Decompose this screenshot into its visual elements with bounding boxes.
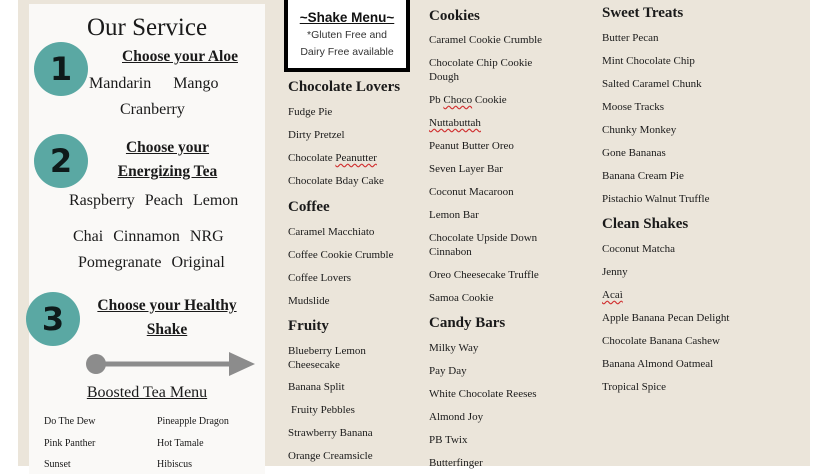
step-3-heading-line: Shake: [146, 321, 188, 338]
tea-option: Peach: [144, 192, 183, 209]
step-3-heading-line: Choose your Healthy: [97, 297, 237, 314]
aloe-option: Cranberry: [120, 101, 185, 118]
menu-item: Blueberry Lemon Cheesecake: [288, 345, 366, 371]
boosted-tea-item: Hibiscus: [157, 459, 192, 470]
service-panel: [29, 4, 265, 474]
step-3-badge: 3: [26, 292, 80, 346]
menu-item: Samoa Cookie: [429, 292, 494, 304]
menu-item: Coffee Cookie Crumble: [288, 249, 394, 261]
menu-item: [429, 117, 481, 131]
step-2-heading-line: Energizing Tea: [117, 163, 218, 180]
tea-options-line2: [73, 228, 224, 246]
tea-option: Raspberry: [69, 192, 135, 209]
step-2-heading-line: Choose your: [125, 139, 210, 156]
menu-item: White Chocolate Reeses: [429, 388, 537, 400]
shake-menu-note-line: Dairy Free available: [300, 46, 394, 58]
menu-item: Coconut Matcha: [602, 243, 676, 255]
category-coffee: Coffee: [288, 199, 330, 215]
category-cookies: Cookies: [429, 8, 480, 24]
menu-item: Oreo Cheesecake Truffle: [429, 269, 539, 281]
tea-option: Original: [171, 254, 225, 271]
step-2-badge: 2: [34, 134, 88, 188]
boosted-tea-item: Do The Dew: [44, 416, 96, 427]
menu-item: Salted Caramel Chunk: [602, 78, 702, 90]
menu-item: Chocolate Peanutter: [288, 152, 377, 164]
menu-item: Tropical Spice: [602, 381, 667, 393]
menu-item: Caramel Macchiato: [288, 226, 375, 238]
menu-item: Caramel Cookie Crumble: [429, 34, 543, 46]
menu-item: Milky Way: [429, 342, 479, 354]
menu-item: Chocolate Upside Down Cinnabon: [429, 232, 538, 258]
tea-option: Lemon: [192, 192, 239, 209]
menu-item: Banana Almond Oatmeal: [602, 358, 714, 370]
category-clean-shakes: Clean Shakes: [602, 216, 689, 232]
tea-option: NRG: [189, 228, 224, 245]
boosted-tea-item: Pink Panther: [44, 438, 96, 449]
spell-flagged-word: Acaì: [602, 289, 623, 301]
menu-item: Coffee Lovers: [288, 272, 352, 284]
menu-item: Seven Layer Bar: [429, 163, 503, 175]
boosted-tea-item: Pineapple Dragon: [157, 416, 229, 427]
step-2-heading: [95, 136, 240, 184]
menu-item: Gone Bananas: [602, 147, 666, 159]
menu-item: Moose Tracks: [602, 101, 665, 113]
menu-item: Fruity Pebbles: [291, 404, 355, 416]
boosted-tea-item: Hot Tamale: [157, 438, 204, 449]
category-sweet-treats: Sweet Treats: [602, 5, 684, 21]
step-1-heading: Choose your Aloe: [122, 48, 238, 65]
menu-item: Apple Banana Pecan Delight: [602, 312, 730, 324]
category-fruity: Fruity: [288, 318, 329, 334]
menu-item: Orange Creamsicle: [288, 450, 373, 462]
menu-item: Dirty Pretzel: [288, 129, 345, 141]
menu-item: Banana Cream Pie: [602, 170, 684, 182]
shake-menu-note-line: *Gluten Free and: [307, 29, 387, 41]
tea-option: Pomegranate: [78, 254, 162, 271]
menu-item: Coconut Macaroon: [429, 186, 514, 198]
menu-item: Butter Pecan: [602, 32, 659, 44]
tea-options-line3: [78, 254, 225, 272]
menu-item: Pistachio Walnut Truffle: [602, 193, 710, 205]
menu-item: PB Twix: [429, 434, 468, 446]
spell-flagged-word: Choco: [443, 94, 473, 106]
menu-item: Mudslide: [288, 295, 330, 307]
spell-flagged-word: Nuttabuttah: [429, 117, 481, 129]
menu-item: Lemon Bar: [429, 209, 479, 221]
menu-item: Fudge Pie: [288, 106, 333, 118]
menu-item: Almond Joy: [429, 411, 484, 423]
aloe-option: Mango: [173, 75, 219, 92]
tea-option: Chai: [73, 228, 104, 245]
step-1-badge: 1: [34, 42, 88, 96]
menu-item: Strawberry Banana: [288, 427, 373, 439]
spell-flagged-word: Peanutter: [335, 152, 377, 164]
shake-menu-title: ~Shake Menu~: [299, 10, 395, 25]
tea-option: Cinnamon: [113, 228, 180, 245]
service-title: Our Service: [86, 14, 208, 41]
boosted-tea-item: Sunset: [44, 459, 71, 470]
menu-item: Banana Split: [288, 381, 345, 393]
aloe-options-line1: [89, 75, 219, 93]
menu-item: Chocolate Chip Cookie Dough: [429, 57, 533, 83]
shake-menu-note: [288, 27, 406, 61]
menu-item: Butterfinger: [429, 457, 483, 469]
menu-item: Chocolate Bday Cake: [288, 175, 384, 187]
menu-item: Pb Choco Cookie: [429, 94, 507, 106]
menu-item: [602, 289, 623, 303]
category-chocolate-lovers: Chocolate Lovers: [288, 79, 401, 95]
menu-item: Peanut Butter Oreo: [429, 140, 514, 152]
menu-item: Chocolate Banana Cashew: [602, 335, 720, 347]
tea-options-line1: [69, 192, 238, 210]
menu-item: Chunky Monkey: [602, 124, 677, 136]
boosted-tea-title: Boosted Tea Menu: [86, 384, 208, 401]
category-candy-bars: Candy Bars: [429, 315, 506, 331]
right-arrow-icon: [85, 350, 255, 382]
menu-item: Mint Chocolate Chip: [602, 55, 695, 67]
menu-item: Pay Day: [429, 365, 467, 377]
step-3-heading: [87, 294, 247, 342]
aloe-option: Mandarin: [89, 75, 152, 92]
shake-menu-box: [284, 0, 410, 72]
menu-item: Jenny: [602, 266, 628, 278]
